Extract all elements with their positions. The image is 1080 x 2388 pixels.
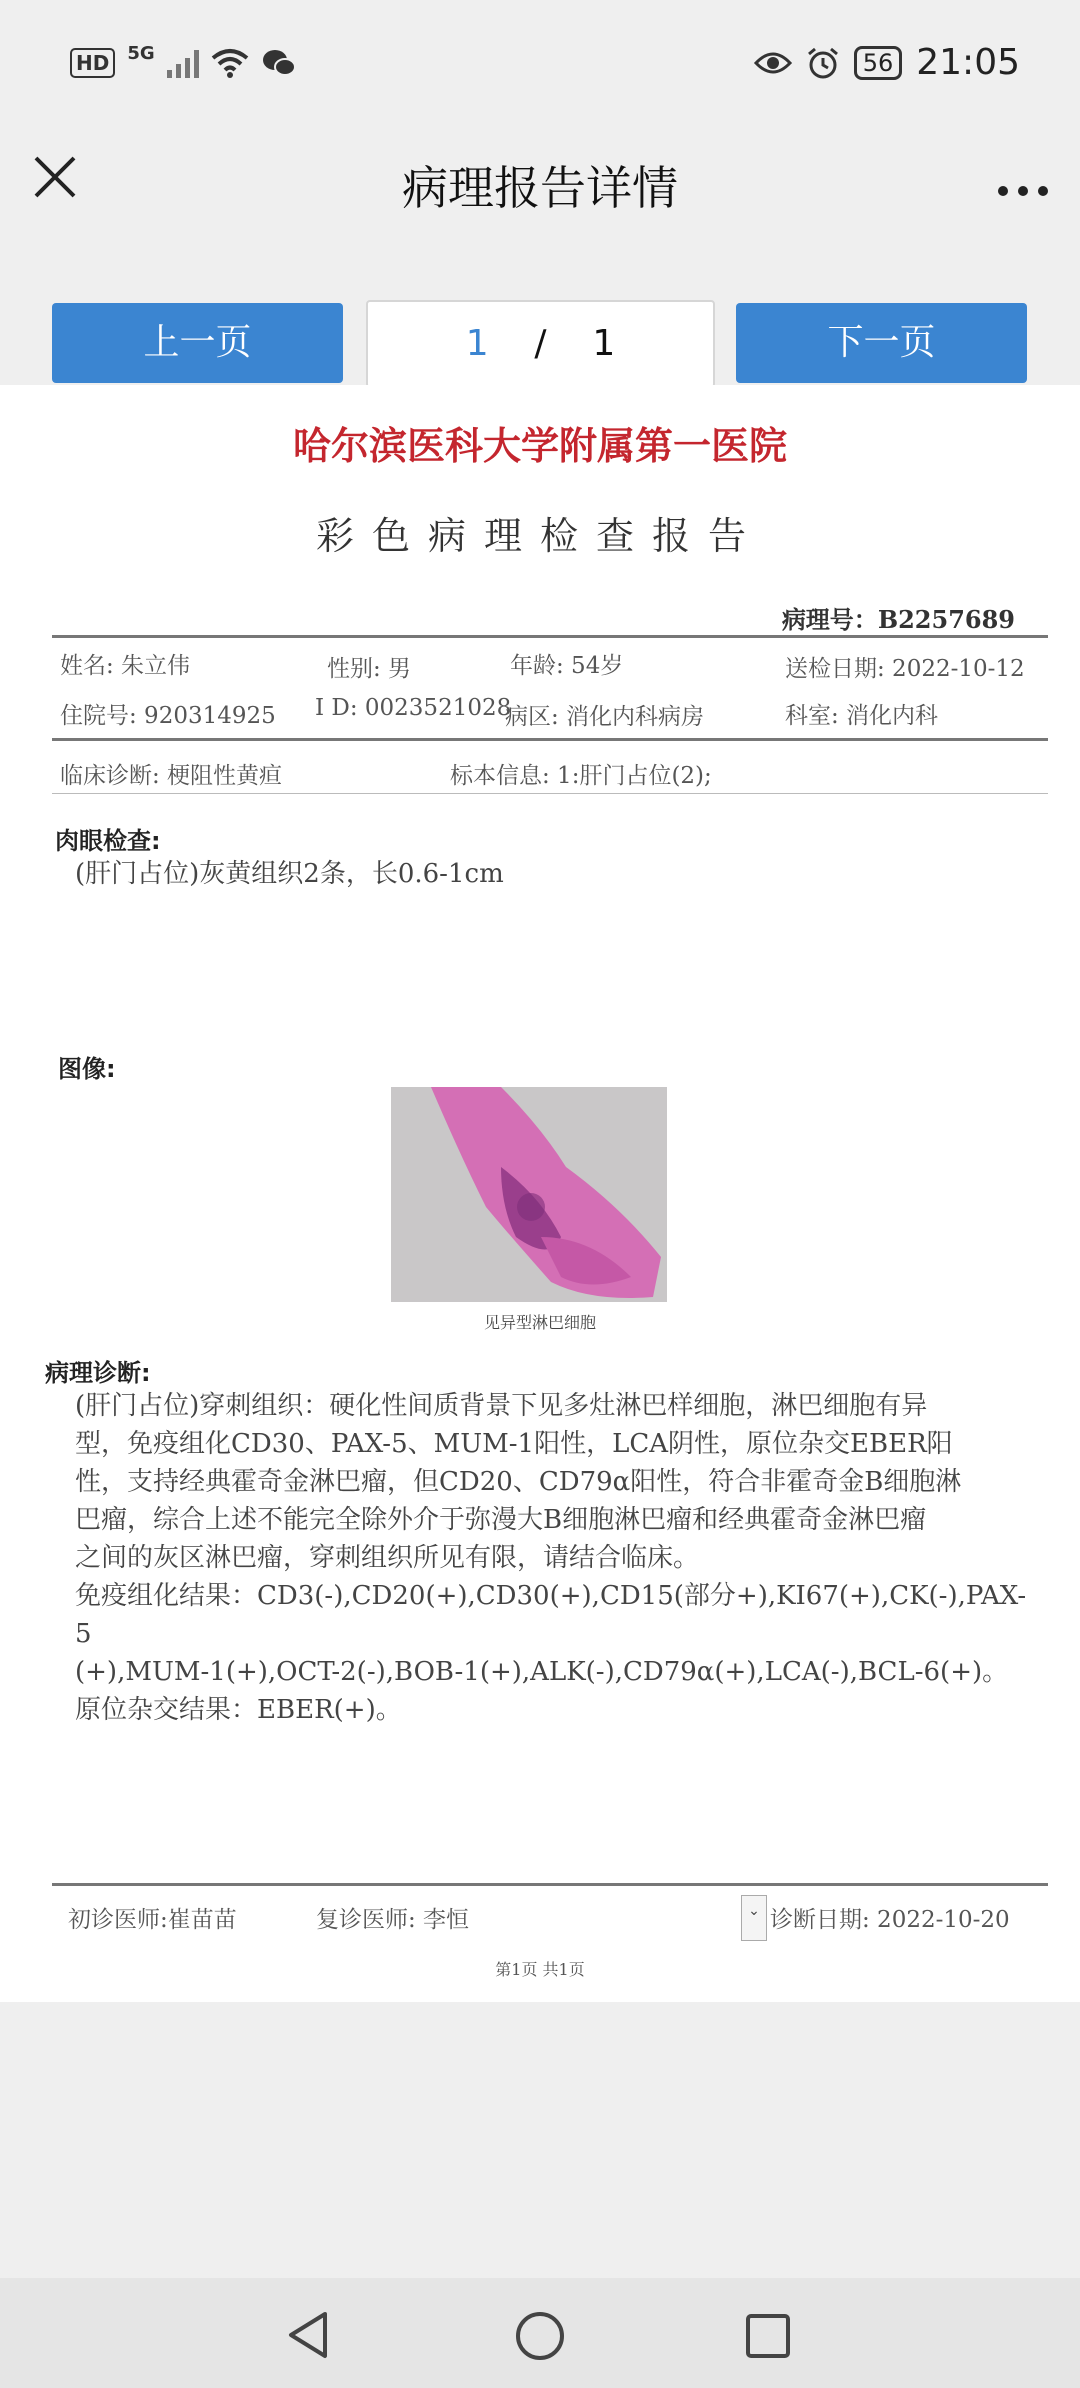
date-dropdown[interactable]: ⌄ bbox=[741, 1895, 767, 1941]
clock: 21:05 bbox=[916, 42, 1020, 83]
divider bbox=[52, 1883, 1048, 1886]
diagnosis-text bbox=[75, 1387, 1035, 1729]
clinical-diagnosis: 临床诊断: 梗阻性黄疸 bbox=[60, 763, 283, 789]
image-label: 图像: bbox=[58, 1055, 116, 1083]
more-button[interactable] bbox=[996, 158, 1050, 209]
gross-exam-text: (肝门占位)灰黄组织2条，长0.6-1cm bbox=[75, 859, 504, 889]
diagnosis-line: 巴瘤，综合上述不能完全除外介于弥漫大B细胞淋巴瘤和经典霍奇金淋巴瘤 bbox=[75, 1505, 927, 1535]
wechat-icon bbox=[261, 48, 297, 78]
patient-sex: 性别: 男 bbox=[327, 656, 412, 682]
total-pages: 1 bbox=[592, 323, 616, 364]
patient-age: 年龄: 54岁 bbox=[510, 653, 624, 679]
ish-result-line: 原位杂交结果：EBER(+)。 bbox=[75, 1695, 402, 1725]
title-bar bbox=[0, 130, 1080, 230]
next-page-button[interactable]: 下一页 bbox=[736, 303, 1027, 383]
department: 科室: 消化内科 bbox=[785, 703, 939, 729]
diagnosis-label: 病理诊断: bbox=[45, 1359, 151, 1387]
home-icon[interactable] bbox=[514, 2310, 566, 2362]
page-indicator bbox=[366, 300, 715, 388]
review-doctor: 复诊医师: 李恒 bbox=[316, 1907, 470, 1933]
status-right bbox=[754, 42, 1020, 83]
pathology-number-label: 病理号： bbox=[781, 605, 878, 634]
system-nav-bar bbox=[0, 2278, 1080, 2388]
current-page: 1 bbox=[465, 323, 489, 364]
report-document bbox=[0, 385, 1080, 2002]
signal-icon bbox=[167, 48, 199, 78]
pager bbox=[0, 230, 1080, 385]
gross-exam-label: 肉眼检查: bbox=[55, 827, 161, 855]
divider bbox=[52, 793, 1048, 794]
ihc-result-line: 免疫组化结果：CD3(-),CD20(+),CD30(+),CD15(部分+),KI67(+),CK(-),PAX-5 bbox=[75, 1581, 1027, 1649]
diagnosis-line: (肝门占位)穿刺组织：硬化性间质背景下见多灶淋巴样细胞，淋巴细胞有异 bbox=[75, 1391, 928, 1421]
eye-icon bbox=[754, 49, 792, 77]
patient-name: 姓名: 朱立伟 bbox=[60, 653, 191, 679]
divider bbox=[52, 738, 1048, 741]
tissue-image bbox=[391, 1087, 667, 1302]
ihc-result-line: (+),MUM-1(+),OCT-2(-),BOB-1(+),ALK(-),CD79α(+),LCA(-),BCL-6(+)。 bbox=[75, 1657, 1009, 1687]
specimen-info: 标本信息: 1:肝门占位(2); bbox=[450, 763, 712, 789]
diagnosis-line: 性，支持经典霍奇金淋巴瘤，但CD20、CD79α阳性，符合非霍奇金B细胞淋 bbox=[75, 1467, 962, 1497]
divider bbox=[52, 635, 1048, 638]
status-bar bbox=[0, 0, 1080, 130]
image-caption: 见异型淋巴细胞 bbox=[483, 1313, 596, 1332]
recent-apps-icon[interactable] bbox=[744, 2312, 792, 2360]
diagnosis-line: 之间的灰区淋巴瘤，穿刺组织所见有限，请结合临床。 bbox=[75, 1543, 700, 1573]
status-left bbox=[70, 42, 297, 78]
page-title: 病理报告详情 bbox=[402, 161, 678, 215]
patient-id: I D: 0023521028 bbox=[315, 695, 512, 721]
wifi-icon bbox=[211, 48, 249, 78]
report-title: 彩色病理检查报告 bbox=[315, 514, 764, 558]
submit-date: 送检日期: 2022-10-12 bbox=[785, 656, 1025, 682]
diagnosis-date: 诊断日期: 2022-10-20 bbox=[770, 1907, 1010, 1933]
hospital-name: 哈尔滨医科大学附属第一医院 bbox=[292, 423, 787, 468]
diagnosis-line: 型，免疫组化CD30、PAX-5、MUM-1阳性，LCA阴性，原位杂交EBER阳 bbox=[75, 1429, 953, 1459]
prev-page-button[interactable]: 上一页 bbox=[52, 303, 343, 383]
alarm-icon bbox=[806, 46, 840, 80]
battery-indicator: 56 bbox=[854, 46, 903, 80]
admission-number: 住院号: 920314925 bbox=[60, 703, 276, 729]
network-type-label: 5G bbox=[127, 42, 155, 64]
microscopy-image[interactable] bbox=[391, 1087, 667, 1302]
initial-doctor: 初诊医师:崔苗苗 bbox=[68, 1907, 237, 1933]
hd-badge: HD bbox=[70, 48, 115, 78]
back-icon[interactable] bbox=[285, 2310, 331, 2360]
page-separator: / bbox=[534, 323, 547, 364]
ward: 病区: 消化内科病房 bbox=[505, 704, 705, 730]
pathology-number bbox=[782, 600, 1015, 635]
pathology-number-value: B2257689 bbox=[877, 605, 1015, 634]
page-footer: 第1页 共1页 bbox=[495, 1960, 585, 1979]
more-icon bbox=[996, 184, 1050, 198]
